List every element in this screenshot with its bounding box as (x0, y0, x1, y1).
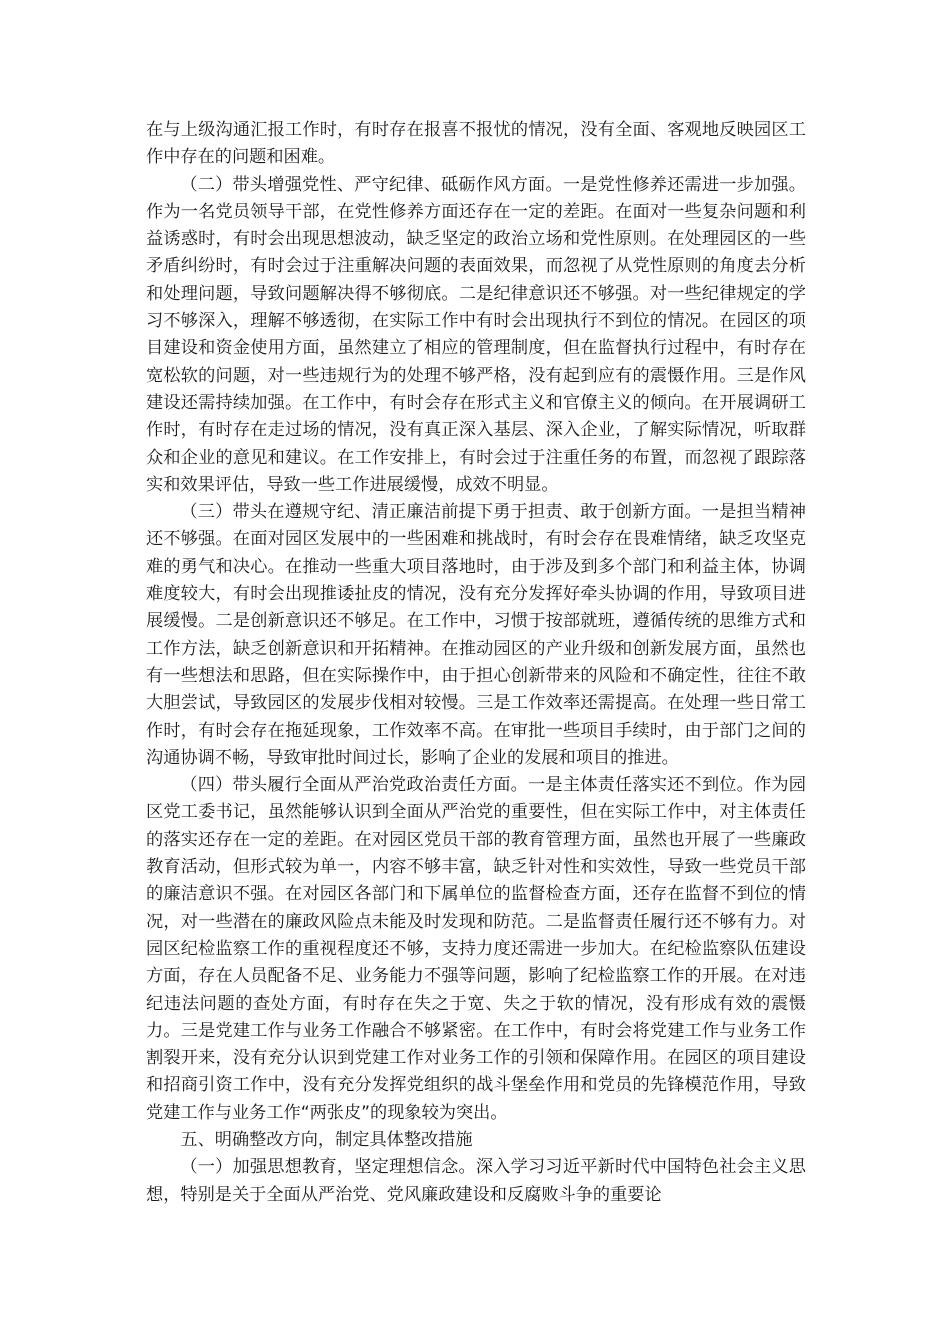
document-body (146, 117, 806, 1209)
paragraph-section-4: （四）带头履行全面从严治党政治责任方面。一是主体责任落实还不到位。作为园区党工委书记，虽然能够认识到全面从严治党的重要性，但在实际工作中，对主体责任的落实还存在一定的差距。在对园区党员干部的教育管理方面，虽然也开展了一些廉政教育活动，但形式较为单一，内容不够丰富，缺乏针对性和实效性，导致一些党员干部的廉洁意识不强。在对园区各部门和下属单位的监督检查方面，还存在监督不到位的情况，对一些潜在的廉政风险点未能及时发现和防范。二是监督责任履行还不够有力。对园区纪检监察工作的重视程度还不够，支持力度还需进一步加大。在纪检监察队伍建设方面，存在人员配备不足、业务能力不强等问题，影响了纪检监察工作的开展。在对违纪违法问题的查处方面，有时存在失之于宽、失之于软的情况，没有形成有效的震慑力。三是党建工作与业务工作融合不够紧密。在工作中，有时会将党建工作与业务工作割裂开来，没有充分认识到党建工作对业务工作的引领和保障作用。在园区的项目建设和招商引资工作中，没有充分发挥党组织的战斗堡垒作用和党员的先锋模范作用，导致党建工作与业务工作“两张皮”的现象较为突出。 (146, 775, 806, 1123)
paragraph-section-5-1: （一）加强思想教育，坚定理想信念。深入学习习近平新时代中国特色社会主义思想，特别是关于全面从严治党、党风廉政建设和反腐败斗争的重要论 (146, 1157, 806, 1205)
heading-section-5: 五、明确整改方向，制定具体整改措施 (180, 1129, 473, 1150)
paragraph-section-2: （二）带头增强党性、严守纪律、砥砺作风方面。一是党性修养还需进一步加强。作为一名党员领导干部，在党性修养方面还存在一定的差距。在面对一些复杂问题和利益诱惑时，有时会出现思想波动，缺乏坚定的政治立场和党性原则。在处理园区的一些矛盾纠纷时，有时会过于注重解决问题的表面效果，而忽视了从党性原则的角度去分析和处理问题，导致问题解决得不够彻底。二是纪律意识还不够强。对一些纪律规定的学习不够深入，理解不够透彻，在实际工作中有时会出现执行不到位的情况。在园区的项目建设和资金使用方面，虽然建立了相应的管理制度，但在监督执行过程中，有时存在宽松软的问题，对一些违规行为的处理不够严格，没有起到应有的震慑作用。三是作风建设还需持续加强。在工作中，有时会存在形式主义和官僚主义的倾向。在开展调研工作时，有时存在走过场的情况，没有真正深入基层、深入企业，了解实际情况，听取群众和企业的意见和建议。在工作安排上，有时会过于注重任务的布置，而忽视了跟踪落实和效果评估，导致一些工作进展缓慢，成效不明显。 (146, 174, 806, 495)
paragraph-section-3: （三）带头在遵规守纪、清正廉洁前提下勇于担责、敢于创新方面。一是担当精神还不够强。在面对园区发展中的一些困难和挑战时，有时会存在畏难情绪，缺乏攻坚克难的勇气和决心。在推动一些重大项目落地时，由于涉及到多个部门和利益主体，协调难度较大，有时会出现推诿扯皮的情况，没有充分发挥好牵头协调的作用，导致项目进展缓慢。二是创新意识还不够足。在工作中，习惯于按部就班，遵循传统的思维方式和工作方法，缺乏创新意识和开拓精神。在推动园区的产业升级和创新发展方面，虽然也有一些想法和思路，但在实际操作中，由于担心创新带来的风险和不确定性，往往不敢大胆尝试，导致园区的发展步伐相对较慢。三是工作效率还需提高。在处理一些日常工作时，有时会存在拖延现象，工作效率不高。在审批一些项目手续时，由于部门之间的沟通协调不畅，导致审批时间过长，影响了企业的发展和项目的推进。 (146, 502, 806, 768)
paragraph-continuation: 在与上级沟通汇报工作时，有时存在报喜不报忧的情况，没有全面、客观地反映园区工作中存在的问题和困难。 (146, 120, 806, 168)
